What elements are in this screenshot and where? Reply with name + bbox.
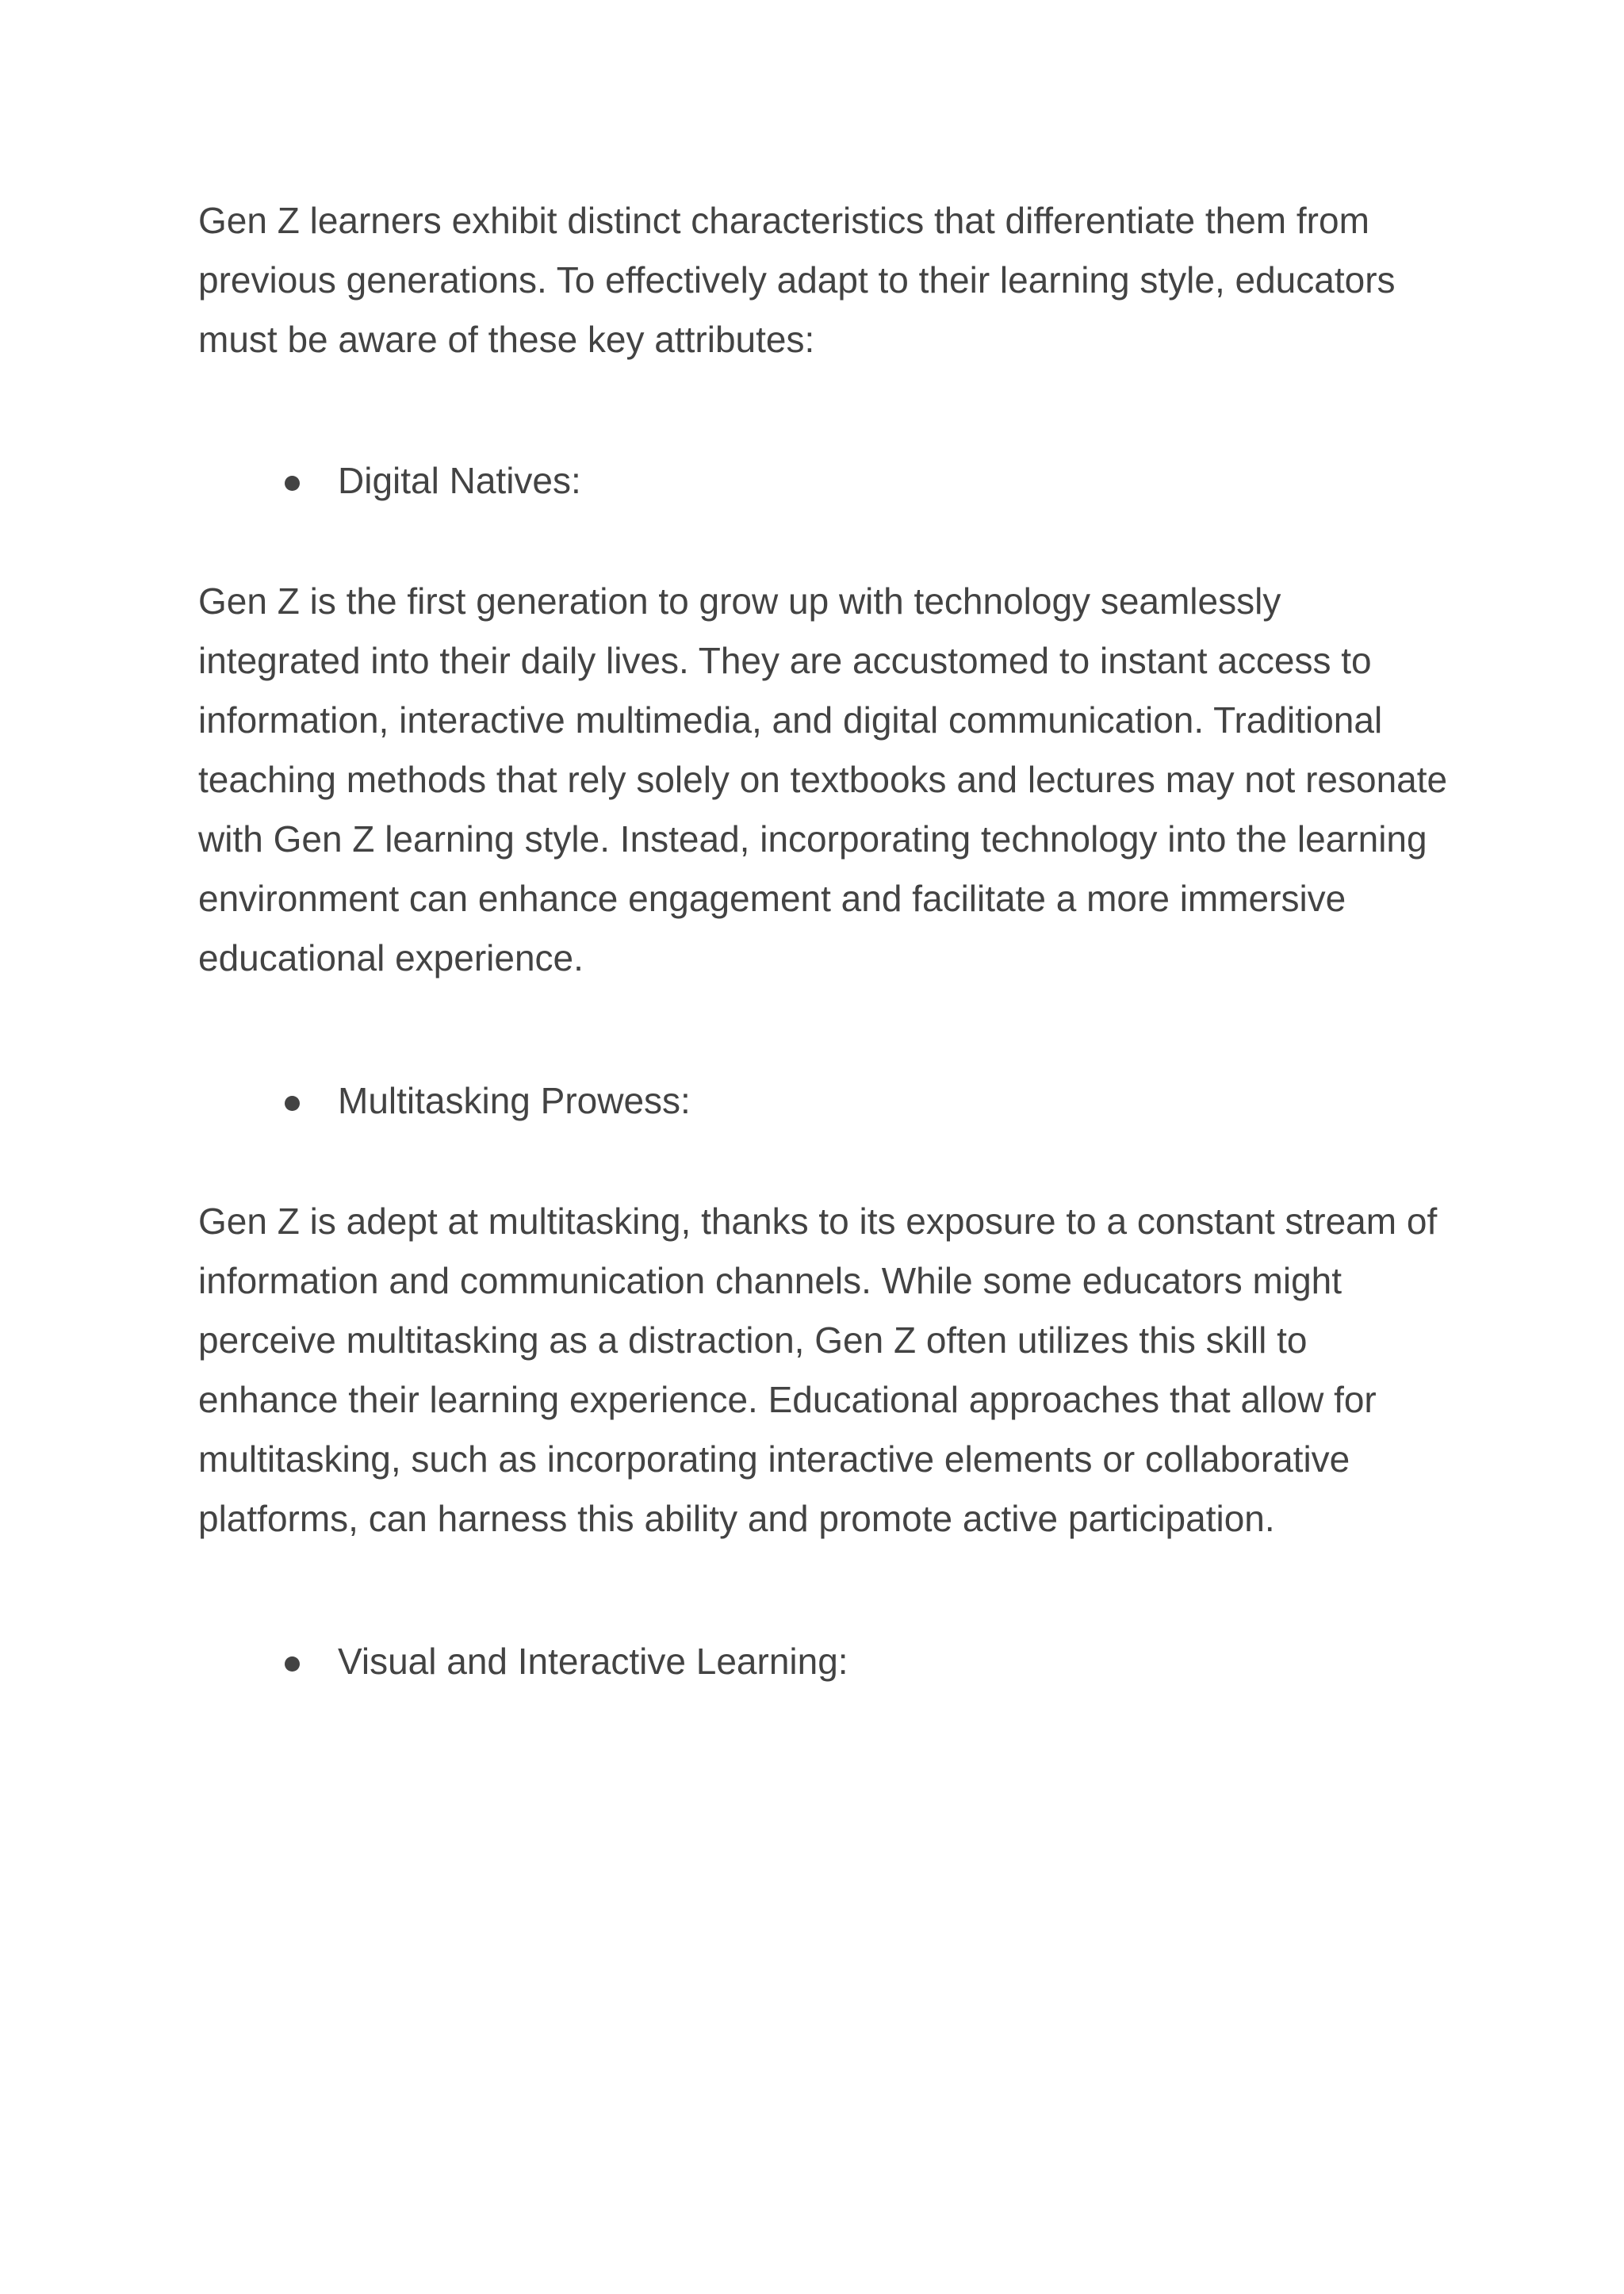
bullet-dot-icon	[285, 476, 300, 491]
bullet-dot-icon	[285, 1656, 300, 1672]
digital-natives-paragraph: Gen Z is the first generation to grow up with technology seamlessly integrated into their daily lives. They are accustomed to instant access to information, interactive multimedia, and digital communication. Traditional teaching methods that rely solely on textbooks and lectures may not resonate with Gen Z learning style. Instead, incorporating technology into the learning environment can enhance engagement and facilitate a more immersive educational experience.	[198, 580, 1448, 978]
intro-paragraph: Gen Z learners exhibit distinct characteristics that differentiate them from previous generations. To effectively adapt to their learning style, educators must be aware of these key attributes:	[198, 200, 1396, 360]
bullet-digital-natives	[289, 451, 581, 511]
bullet-heading: Multitasking Prowess:	[338, 1080, 691, 1121]
multitasking-paragraph: Gen Z is adept at multitasking, thanks to its exposure to a constant stream of information and communication channels. While some educators might perceive multitasking as a distraction, Gen Z often utilizes this skill to enhance their learning experience. Educational approaches that allow for multitasking, such as incorporating interactive elements or collaborative platforms, can harness this ability and promote active participation.	[198, 1201, 1438, 1539]
bullet-visual-interactive-learning	[289, 1632, 848, 1691]
bullet-multitasking-prowess	[289, 1071, 691, 1131]
bullet-dot-icon	[285, 1096, 300, 1111]
bullet-heading: Visual and Interactive Learning:	[338, 1641, 848, 1682]
bullet-heading: Digital Natives:	[338, 460, 581, 501]
